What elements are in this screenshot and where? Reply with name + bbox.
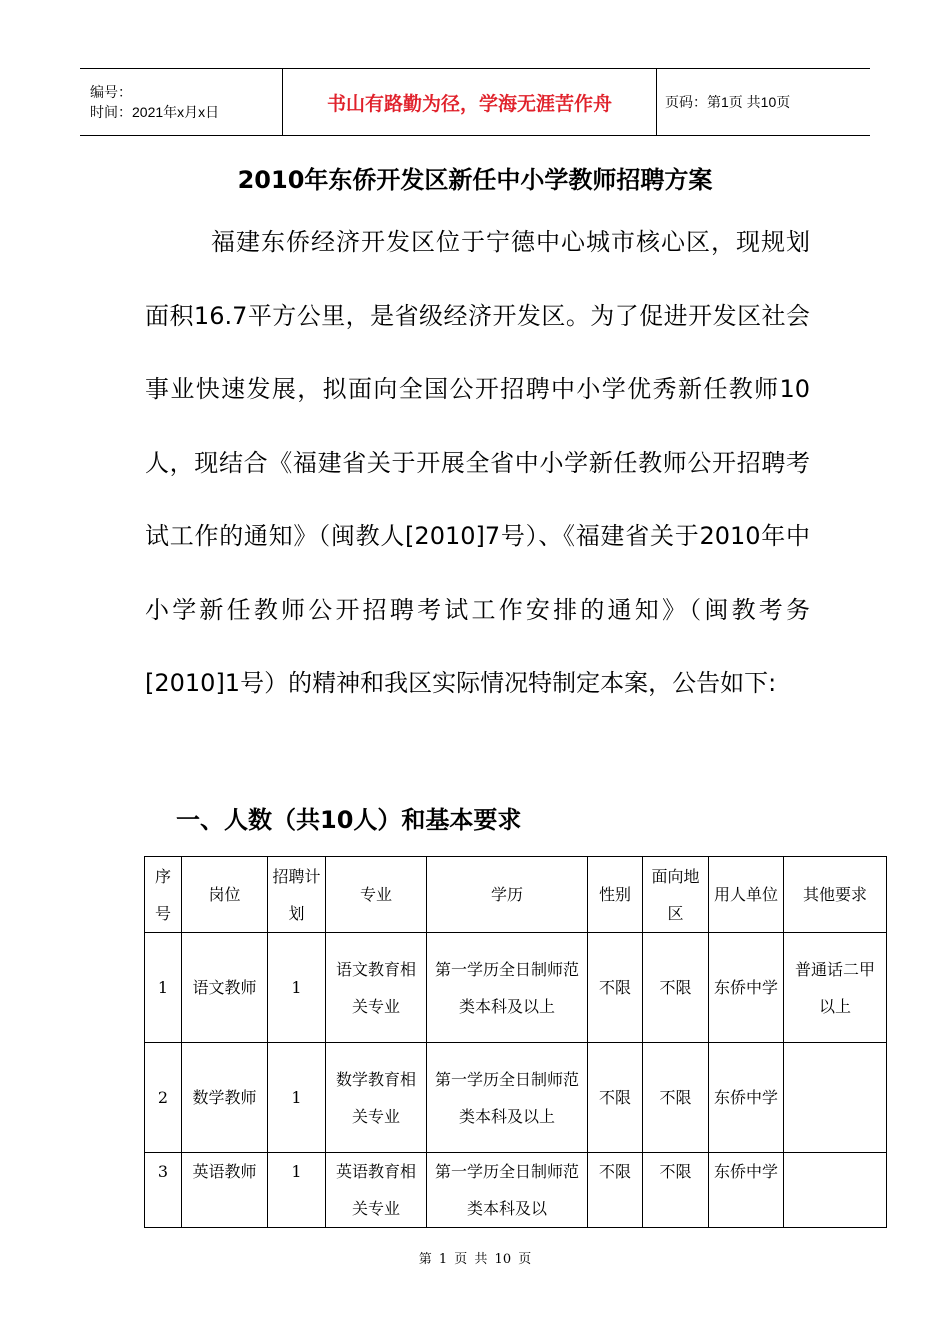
header-cell-index: 序号 <box>145 857 182 933</box>
requirements-table <box>144 856 887 1228</box>
cell-education: 第一学历全日制师范类本科及以上 <box>427 933 588 1043</box>
section-heading: 一、人数（共10人）和基本要求 <box>176 806 522 834</box>
cell-gender: 不限 <box>588 1153 643 1228</box>
cell-major: 英语教育相关专业 <box>326 1153 427 1228</box>
cell-education: 第一学历全日制师范类本科及以上 <box>427 1043 588 1153</box>
cell-other <box>784 1153 887 1228</box>
cell-position: 语文教师 <box>182 933 268 1043</box>
cell-region: 不限 <box>643 1153 709 1228</box>
cell-index: 1 <box>145 933 182 1043</box>
intro-paragraph: 福建东侨经济开发区位于宁德中心城市核心区，现规划面积16.7平方公里，是省级经济开发区。为了促进开发区社会事业快速发展，拟面向全国公开招聘中小学优秀新任教师10人，现结合《福建省关于开展全省中小学新任教师公开招聘考试工作的通知》（闽教人[2010]7号）、《福建省关于2010年中小学新任教师公开招聘考试工作安排的通知》（闽教考务[2010]1号）的精神和我区实际情况特制定本案，公告如下: <box>145 228 810 697</box>
header-cell-gender: 性别 <box>588 857 643 933</box>
header-cell-other: 其他要求 <box>784 857 887 933</box>
cell-gender: 不限 <box>588 1043 643 1153</box>
cell-position: 英语教师 <box>182 1153 268 1228</box>
cell-major: 数学教育相关专业 <box>326 1043 427 1153</box>
header-cell-employer: 用人单位 <box>709 857 784 933</box>
cell-employer: 东侨中学 <box>709 933 784 1043</box>
header-cell-quota: 招聘计划 <box>268 857 326 933</box>
cell-region: 不限 <box>643 1043 709 1153</box>
table-row <box>145 933 887 1043</box>
header-motto-cell <box>283 69 657 136</box>
header-cell-region: 面向地区 <box>643 857 709 933</box>
table-header-row <box>145 857 887 933</box>
cell-other: 普通话二甲以上 <box>784 933 887 1043</box>
page-footer: 第 1 页 共 10 页 <box>418 1252 532 1267</box>
cell-education: 第一学历全日制师范类本科及以 <box>427 1153 588 1228</box>
cell-index: 2 <box>145 1043 182 1153</box>
cell-major: 语文教育相关专业 <box>326 933 427 1043</box>
header-cell-education: 学历 <box>427 857 588 933</box>
table-row <box>145 1043 887 1153</box>
cell-quota: 1 <box>268 1153 326 1228</box>
table-row <box>145 1153 887 1228</box>
cell-employer: 东侨中学 <box>709 1153 784 1228</box>
cell-gender: 不限 <box>588 933 643 1043</box>
cell-quota: 1 <box>268 1043 326 1153</box>
cell-region: 不限 <box>643 933 709 1043</box>
header-cell-major: 专业 <box>326 857 427 933</box>
document-title: 2010年东侨开发区新任中小学教师招聘方案 <box>237 166 713 194</box>
header-page-code: 页码：第1页 共10页 <box>665 94 791 110</box>
header-meta <box>80 69 283 136</box>
cell-index: 3 <box>145 1153 182 1228</box>
cell-quota: 1 <box>268 933 326 1043</box>
page-header <box>80 68 870 136</box>
header-cell-position: 岗位 <box>182 857 268 933</box>
header-motto: 书山有路勤为径，学海无涯苦作舟 <box>326 92 612 115</box>
cell-employer: 东侨中学 <box>709 1043 784 1153</box>
document-date: 时间：2021年x月x日 <box>90 104 220 120</box>
cell-position: 数学教师 <box>182 1043 268 1153</box>
header-page-cell <box>657 69 871 136</box>
cell-other <box>784 1043 887 1153</box>
document-number: 编号： <box>90 84 132 100</box>
